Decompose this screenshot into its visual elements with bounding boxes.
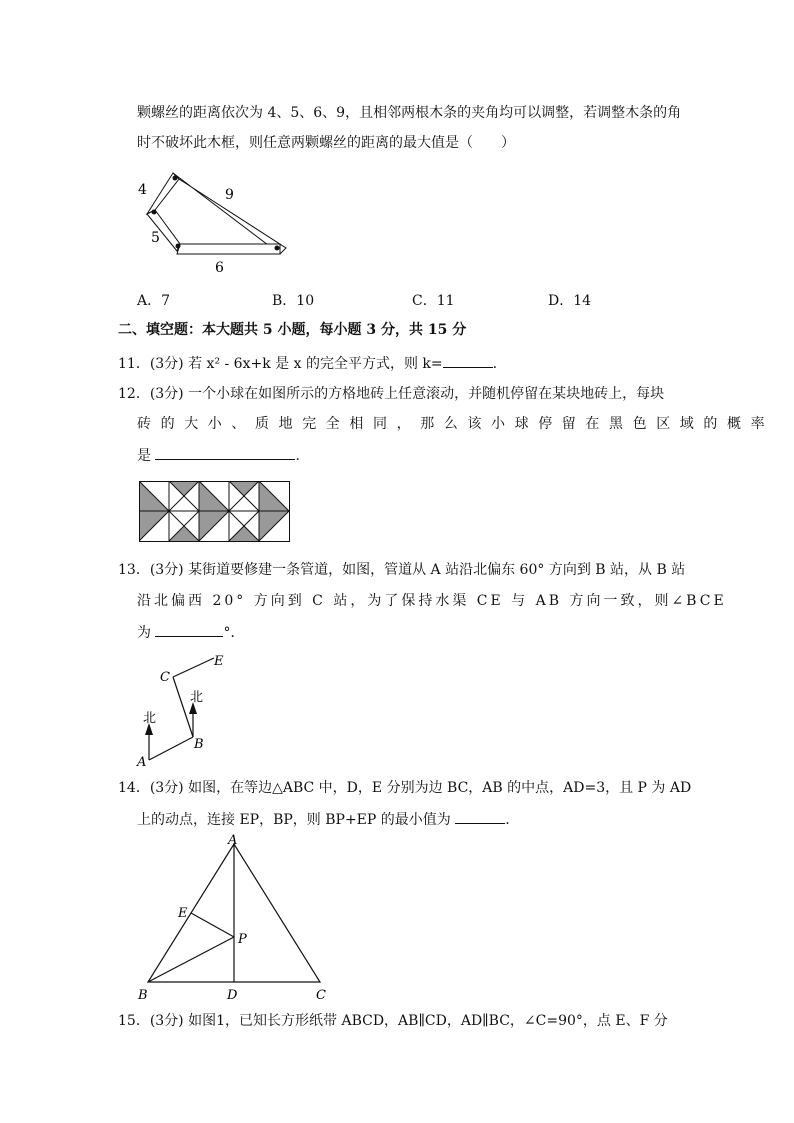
shaded-tile xyxy=(229,526,259,541)
q12-answer-blank[interactable] xyxy=(155,445,295,460)
label-6: 6 xyxy=(215,260,224,276)
point-b-label: B xyxy=(138,988,148,1003)
label-4: 4 xyxy=(138,182,147,198)
q13-line-3 xyxy=(137,622,244,643)
segment-ab xyxy=(149,737,193,760)
point-p-label: P xyxy=(238,932,247,947)
q10-option-b[interactable]: B．10 xyxy=(272,293,315,309)
shaded-tile xyxy=(169,526,199,541)
q14-line-2 xyxy=(137,809,510,830)
q12-line-3-prefix: 是 xyxy=(137,448,151,464)
screw-4 xyxy=(275,246,280,251)
q12-line-2-text: 砖的大小、质地完全相同，那么该小球停留在黑色区域的概率 xyxy=(137,416,775,432)
q13-line-1: 13．(3分) 某街道要修建一条管道，如图，管道从 A 站沿北偏东 60° 方向到 B 站，从 B 站 xyxy=(118,562,686,578)
q14-line-2-text: 上的动点，连接 EP，BP，则 BP+EP 的最小值为 xyxy=(137,812,451,828)
point-b-label: B xyxy=(194,737,204,752)
segment-ep xyxy=(191,913,234,937)
q10-frame-figure xyxy=(130,168,290,278)
north-label-a: 北 xyxy=(143,711,157,726)
point-e-label: E xyxy=(214,654,224,669)
north-label-b: 北 xyxy=(190,690,204,705)
q14-answer-blank[interactable] xyxy=(455,809,505,824)
label-9: 9 xyxy=(225,187,234,203)
q13-direction-figure xyxy=(130,650,240,770)
point-d-label: D xyxy=(227,988,238,1003)
q12-line-3 xyxy=(137,445,300,466)
segment-bc xyxy=(173,677,193,737)
q10-option-d[interactable]: D．14 xyxy=(548,293,592,309)
q12-line-1: 12．(3分) 一个小球在如图所示的方格地砖上任意滚动，并随机停留在某块地砖上，每块 xyxy=(118,386,665,402)
q10-option-a[interactable]: A．7 xyxy=(137,293,171,309)
q12-line-3-suffix: . xyxy=(295,448,300,464)
q14-line-1: 14．(3分) 如图，在等边△ABC 中，D，E 分别为边 BC，AB 的中点，AD=3，且 P 为 AD xyxy=(118,780,692,796)
q14-triangle-figure xyxy=(130,832,340,1004)
frame-bar-6 xyxy=(177,244,280,254)
screw-1 xyxy=(173,176,178,181)
q15-line-1: 15．(3分) 如图1，已知长方形纸带 ABCD，AB∥CD，AD∥BC，∠C=90°，点 E、F 分 xyxy=(118,1013,668,1029)
segment-bp xyxy=(148,937,234,982)
q11-suffix: . xyxy=(492,356,498,372)
point-a-label: A xyxy=(228,833,238,848)
q11 xyxy=(118,353,497,374)
q11-answer-blank[interactable] xyxy=(443,353,493,368)
q14-line-2-suffix: . xyxy=(505,812,510,828)
screw-3 xyxy=(176,244,181,249)
q10-line-2: 时不破坏此木框，则任意两颗螺丝的距离的最大值是（ ） xyxy=(137,135,515,151)
shaded-tile xyxy=(229,481,259,496)
q10-option-c[interactable]: C．11 xyxy=(412,293,455,309)
shaded-tile xyxy=(169,481,199,496)
q12-tile-grid xyxy=(139,481,291,543)
label-5: 5 xyxy=(151,230,160,246)
point-a-label: A xyxy=(137,755,147,770)
point-e-label: E xyxy=(178,906,188,921)
q11-text: 11．(3分) 若 x² - 6x+k 是 x 的完全平方式，则 k= xyxy=(118,356,443,372)
q12-line-2 xyxy=(137,414,775,434)
screw-2 xyxy=(152,210,157,215)
q13-answer-blank[interactable] xyxy=(155,622,223,637)
q13-line-2 xyxy=(137,591,727,611)
point-c-label: C xyxy=(160,670,170,685)
q13-line-2-text: 沿北偏西 20° 方向到 C 站，为了保持水渠 CE 与 AB 方向一致，则∠BCE xyxy=(137,593,727,609)
segment-ce xyxy=(173,658,214,677)
point-c-label: C xyxy=(316,988,326,1003)
section-2-heading: 二、填空题：本大题共 5 小题，每小题 3 分，共 15 分 xyxy=(118,322,467,338)
q13-line-3-prefix: 为 xyxy=(137,625,151,641)
q13-line-3-suffix: °． xyxy=(223,625,245,641)
frame-bar-9 xyxy=(173,173,286,254)
q10-line-1: 颗螺丝的距离依次为 4、5、6、9，且相邻两根木条的夹角均可以调整，若调整木条的角 xyxy=(137,105,682,121)
